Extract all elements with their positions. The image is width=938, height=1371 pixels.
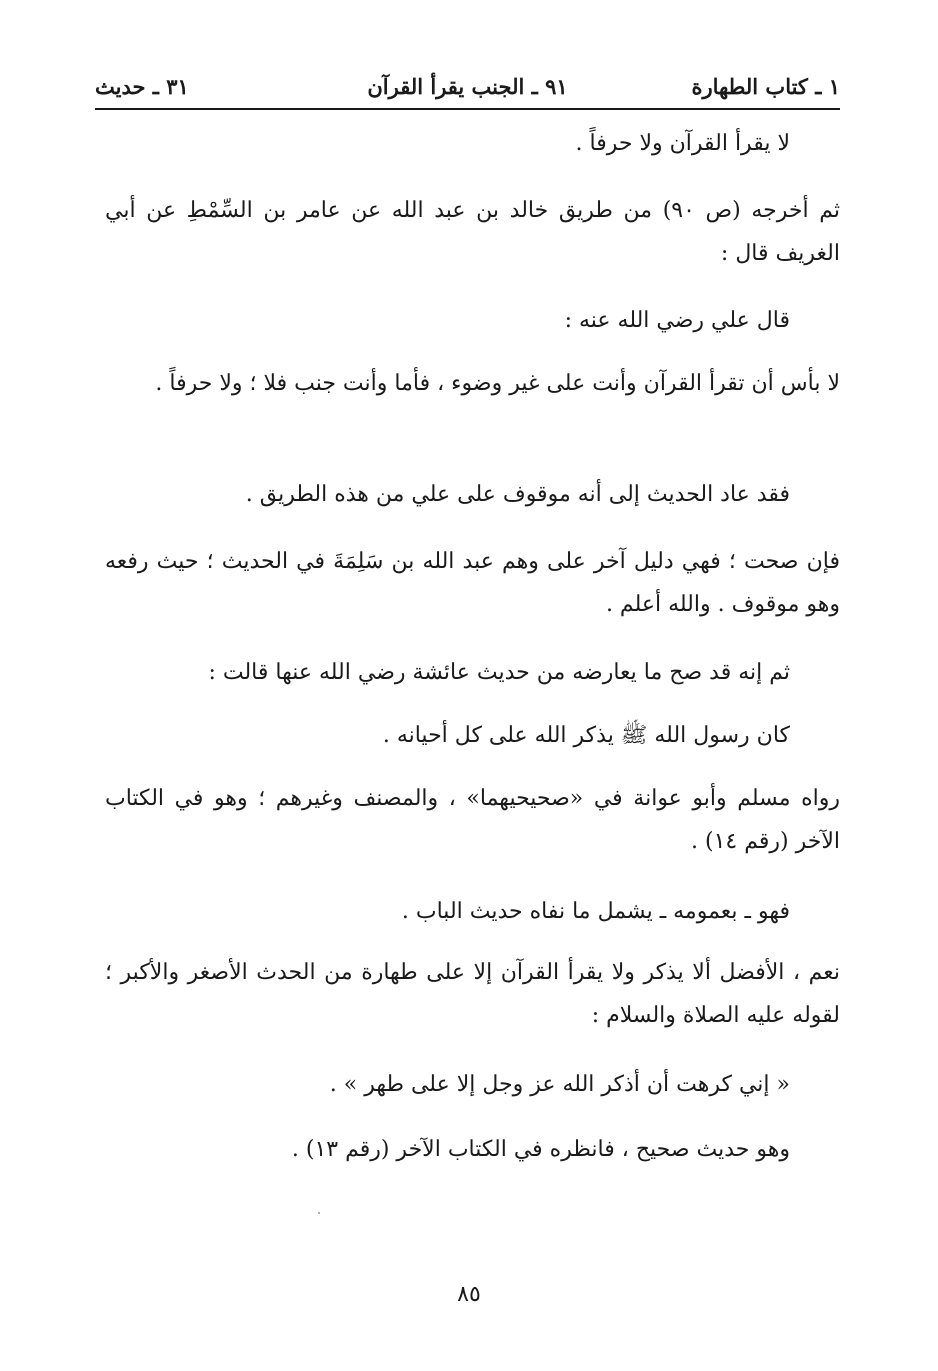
paragraph: ثم أخرجه (ص ٩٠) من طريق خالد بن عبد الله عن عامر بن السِّمْطِ عن أبي الغريف قال : <box>105 198 840 266</box>
paragraph: كان رسول الله ﷺ يذكر الله على كل أحيانه . <box>382 723 790 748</box>
paragraph: قال علي رضي الله عنه : <box>564 308 790 333</box>
header-chapter: ١ ـ كتاب الطهارة <box>691 74 840 99</box>
speck <box>318 1212 320 1214</box>
paragraph: نعم ، الأفضل ألا يذكر ولا يقرأ القرآن إلا على طهارة من الحدث الأصغر والأكبر ؛ لقوله عليه الصلاة والسلام : <box>105 960 840 1028</box>
paragraph: فإن صحت ؛ فهي دليل آخر على وهم عبد الله بن سَلِمَةَ في الحديث ؛ حيث رفعه وهو موقوف . والله أعلم . <box>105 549 840 617</box>
page-header <box>95 60 840 110</box>
paragraph: « إني كرهت أن أذكر الله عز وجل إلا على طهر » . <box>329 1072 790 1097</box>
paragraph: ثم إنه قد صح ما يعارضه من حديث عائشة رضي الله عنها قالت : <box>208 660 790 685</box>
paragraph: لا يقرأ القرآن ولا حرفاً . <box>575 131 790 156</box>
header-hadith-count: ٣١ ـ حديث <box>95 74 189 99</box>
paragraph: لا بأس أن تقرأ القرآن وأنت على غير وضوء ، فأما وأنت جنب فلا ؛ ولا حرفاً . <box>155 371 840 396</box>
paragraph: فهو ـ بعمومه ـ يشمل ما نفاه حديث الباب . <box>401 899 790 924</box>
paragraph: وهو حديث صحيح ، فانظره في الكتاب الآخر (رقم ١٣) . <box>291 1137 790 1162</box>
page-number: ٨٥ <box>457 1282 481 1307</box>
paragraph: رواه مسلم وأبو عوانة في «صحيحيهما» ، والمصنف وغيرهم ؛ وهو في الكتاب الآخر (رقم ١٤) . <box>105 786 840 854</box>
header-section: ٩١ ـ الجنب يقرأ القرآن <box>367 74 568 99</box>
paragraph: فقد عاد الحديث إلى أنه موقوف على علي من هذه الطريق . <box>245 482 790 507</box>
